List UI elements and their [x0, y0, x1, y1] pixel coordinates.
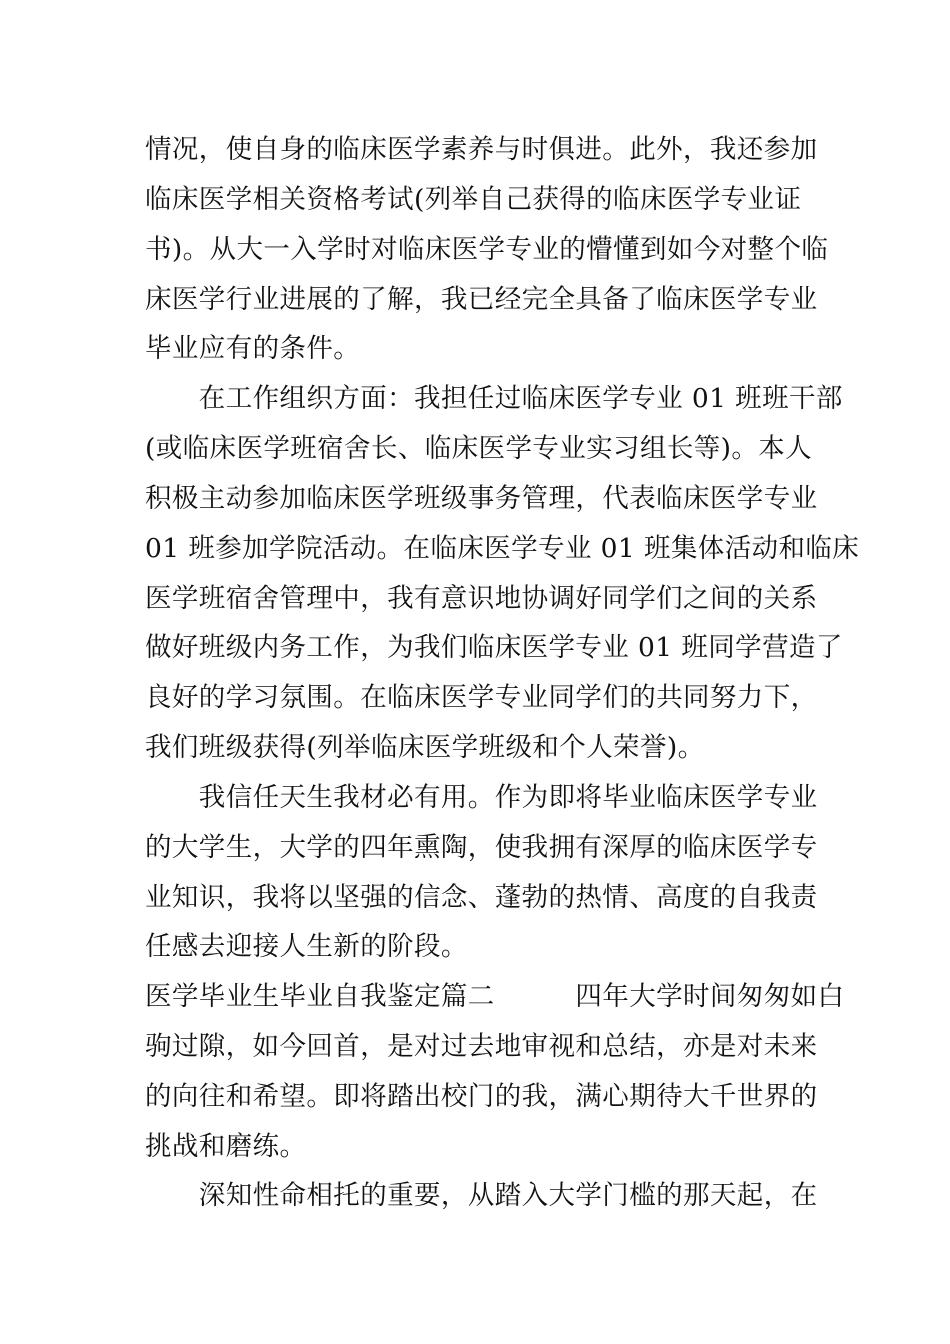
text-line: 业知识，我将以坚强的信念、蓬勃的热情、高度的自我责: [145, 882, 818, 913]
text-line: 床医学行业进展的了解，我已经完全具备了临床医学专业: [145, 284, 818, 315]
text-line: 我信任天生我材必有用。作为即将毕业临床医学专业: [145, 782, 818, 813]
text-line: 深知性命相托的重要，从踏入大学门槛的那天起，在: [145, 1180, 818, 1211]
text-line: 书)。从大一入学时对临床医学专业的懵懂到如今对整个临: [145, 234, 829, 265]
text-line: 临床医学相关资格考试(列举自己获得的临床医学专业证: [145, 184, 802, 215]
text-line: 在工作组织方面：我担任过临床医学专业 01 班班干部: [145, 383, 843, 414]
text-line: 良好的学习氛围。在临床医学专业同学们的共同努力下，: [145, 682, 818, 713]
text-line: 任感去迎接人生新的阶段。: [145, 931, 468, 962]
heading-line: 医学毕业生毕业自我鉴定篇二 四年大学时间匆匆如白: [145, 981, 845, 1012]
text-line: 我们班级获得(列举临床医学班级和个人荣誉)。: [145, 732, 705, 763]
text-line: (或临床医学班宿舍长、临床医学专业实习组长等)。本人: [145, 433, 813, 464]
text-line: 积极主动参加临床医学班级事务管理，代表临床医学专业: [145, 483, 818, 514]
text-line: 的向往和希望。即将踏出校门的我，满心期待大千世界的: [145, 1081, 818, 1112]
text-line: 做好班级内务工作，为我们临床医学专业 01 班同学营造了: [145, 632, 843, 663]
text-line: 挑战和磨练。: [145, 1131, 307, 1162]
text-line: 的大学生，大学的四年熏陶，使我拥有深厚的临床医学专: [145, 832, 818, 863]
text-line: 01 班参加学院活动。在临床医学专业 01 班集体活动和临床: [145, 533, 860, 564]
text-line: 毕业应有的条件。: [145, 333, 361, 364]
text-line: 医学班宿舍管理中，我有意识地协调好同学们之间的关系: [145, 583, 818, 614]
text-line: 情况，使自身的临床医学素养与时俱进。此外，我还参加: [145, 134, 818, 165]
text-line: 驹过隙，如今回首，是对过去地审视和总结，亦是对未来: [145, 1031, 818, 1062]
